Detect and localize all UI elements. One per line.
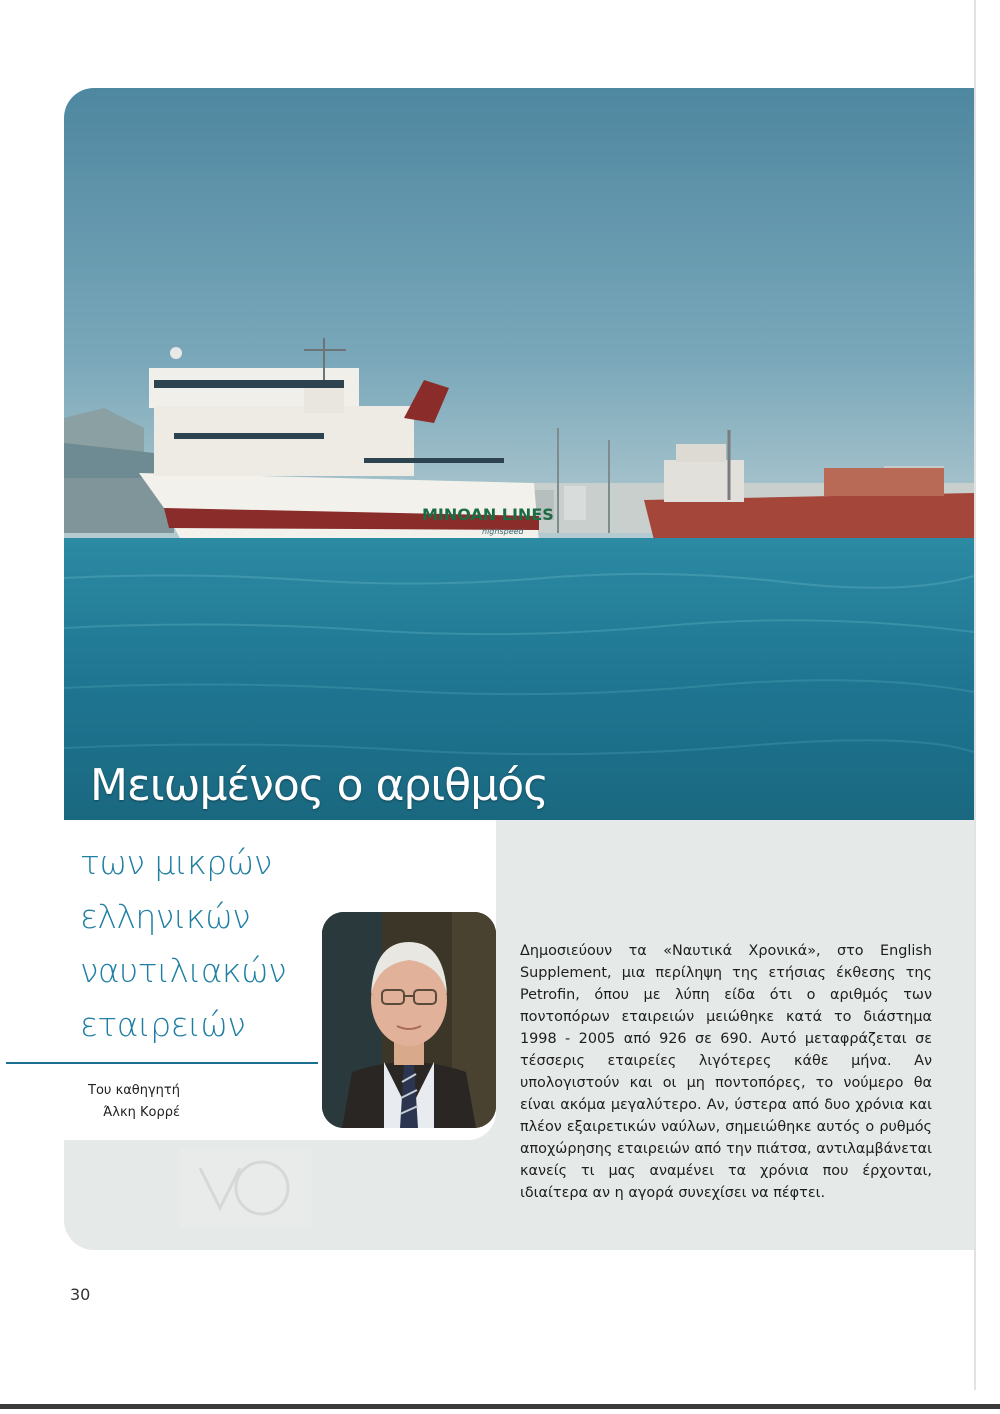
- page-edge: [974, 0, 976, 1390]
- subtitle-line: ναυτιλιακών: [80, 951, 287, 990]
- watermark-logo-icon: [180, 1148, 312, 1228]
- harbour-photo-art: [64, 88, 974, 820]
- title-divider: [6, 1062, 318, 1064]
- byline: [40, 1080, 180, 1124]
- ship-hull-text: MINOAN LINES: [422, 505, 554, 524]
- author-portrait-art: [322, 912, 496, 1128]
- author-portrait: [322, 912, 496, 1128]
- subtitle-line: των μικρών: [80, 843, 272, 882]
- article-body: Δημοσιεύουν τα «Ναυτικά Χρονικά», στο English Supplement, μια περίληψη της ετήσιας έκθεσης της Petrofin, όπου με λύπη είδα ότι ο αριθμός των ποντοπόρων εταιρειών μειώθηκε κατά το διάστημα 1998 - 2005 από 926 σε 690. Αυτό μεταφράζεται σε τέσσερις εταιρείες λιγότερες κάθε μήνα. Αν υπολογιστούν και οι μη ποντοπόρες, το νούμερο θα είναι ακόμα μεγαλύτερο. Αν, ύστερα από δυο χρόνια και πλέον εξαιρετικών ναύλων, σημειώθηκε αυτός ο ρυθμός αποχώρησης εταιρειών από την πιάτσα, αντιλαμβάνεται κανείς τι μας αναμένει τα χρόνια που έρχονται, ιδιαίτερα αν η αγορά συνεχίσει να πέφτει.: [520, 943, 932, 1201]
- byline-role: Του καθηγητή: [88, 1083, 180, 1098]
- ship-hull-subtext: highspeed: [482, 527, 524, 536]
- subtitle-line: εταιρειών: [80, 1005, 246, 1044]
- article-title: Μειωμένος ο αριθμός: [90, 760, 548, 811]
- article-subtitle: [80, 836, 310, 1052]
- subtitle-line: ελληνικών: [80, 897, 251, 936]
- page-number: 30: [70, 1285, 91, 1304]
- byline-author: Άλκη Κορρέ: [103, 1105, 180, 1120]
- bottom-rule: [0, 1404, 1000, 1409]
- harbour-photo: [64, 88, 974, 820]
